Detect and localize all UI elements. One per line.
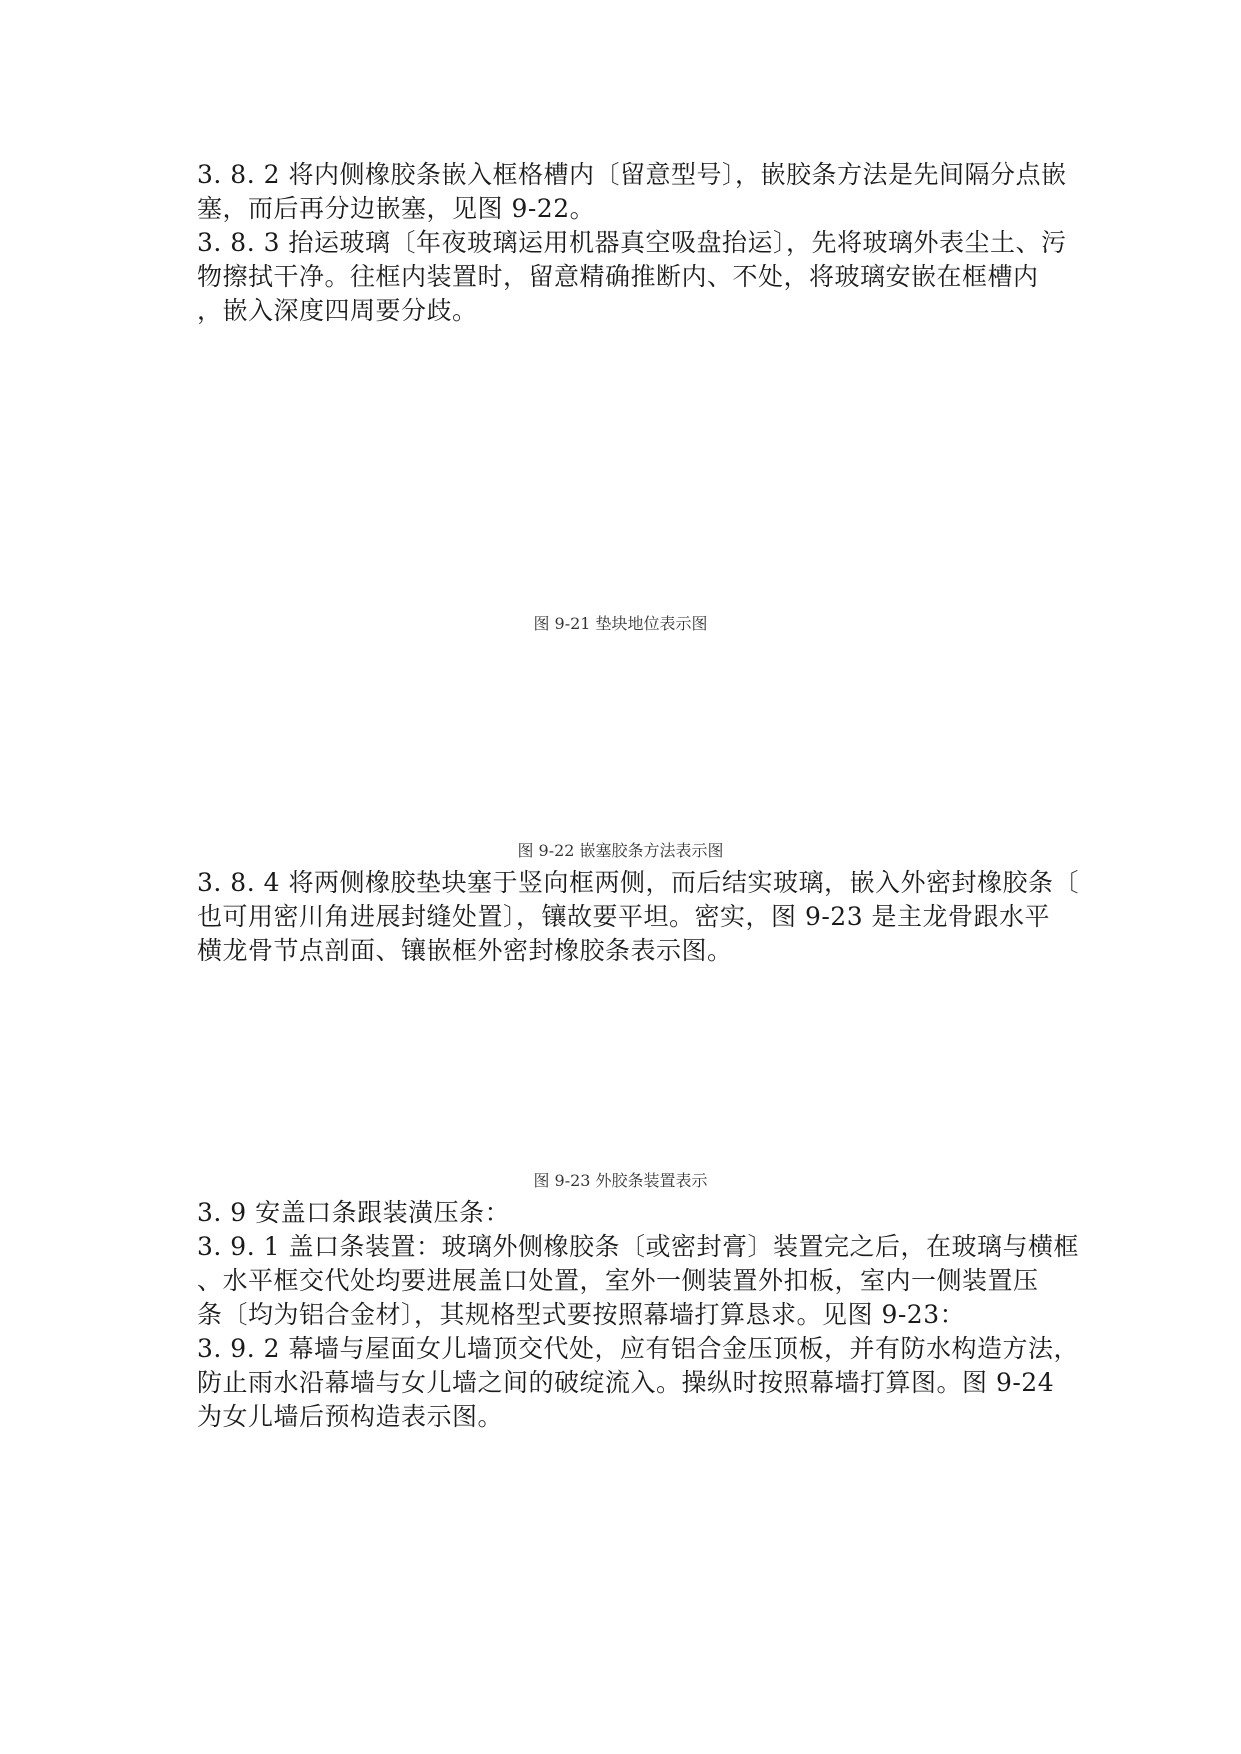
paragraph-line: 3. 8. 4 将两侧橡胶垫块塞于竖向框两侧，而后结实玻璃，嵌入外密封橡胶条〔	[197, 868, 1079, 897]
paragraph-line: 物擦拭干净。往框内装置时，留意精确推断内、不处，将玻璃安嵌在框槽内	[197, 262, 1039, 291]
figure-caption: 图 9-21 垫块地位表示图	[533, 614, 708, 633]
paragraph-line: ，嵌入深度四周要分歧。	[197, 296, 478, 325]
paragraph-line: 3. 9. 2 幕墙与屋面女儿墙顶交代处，应有铝合金压顶板，并有防水构造方法，	[197, 1334, 1079, 1363]
paragraph-line: 为女儿墙后预构造表示图。	[197, 1402, 504, 1431]
figure-caption: 图 9-22 嵌塞胶条方法表示图	[517, 841, 724, 860]
paragraph-line: 也可用密川角进展封缝处置〕，镶故要平坦。密实，图 9-23 是主龙骨跟水平	[197, 902, 1051, 931]
paragraph-line: 条〔均为铝合金材〕，其规格型式要按照幕墙打算恳求。见图 9-23：	[197, 1300, 966, 1329]
paragraph-line: 防止雨水沿幕墙与女儿墙之间的破绽流入。操纵时按照幕墙打算图。图 9-24	[197, 1368, 1055, 1397]
paragraph-line: 3. 8. 3 抬运玻璃〔年夜玻璃运用机器真空吸盘抬运〕，先将玻璃外表尘土、污	[197, 228, 1067, 257]
paragraph-line: 、水平框交代处均要进展盖口处置，室外一侧装置外扣板，室内一侧装置压	[197, 1266, 1039, 1295]
paragraph-line: 3. 8. 2 将内侧橡胶条嵌入框格槽内〔留意型号〕，嵌胶条方法是先间隔分点嵌	[197, 160, 1067, 189]
paragraph-line: 3. 9 安盖口条跟装潢压条：	[197, 1198, 511, 1227]
paragraph-line: 3. 9. 1 盖口条装置：玻璃外侧橡胶条〔或密封膏〕装置完之后，在玻璃与横框	[197, 1232, 1079, 1261]
figure-caption: 图 9-23 外胶条装置表示	[533, 1171, 708, 1190]
paragraph-line: 横龙骨节点剖面、镶嵌框外密封橡胶条表示图。	[197, 936, 733, 965]
paragraph-line: 塞，而后再分边嵌塞，见图 9-22。	[197, 194, 596, 223]
